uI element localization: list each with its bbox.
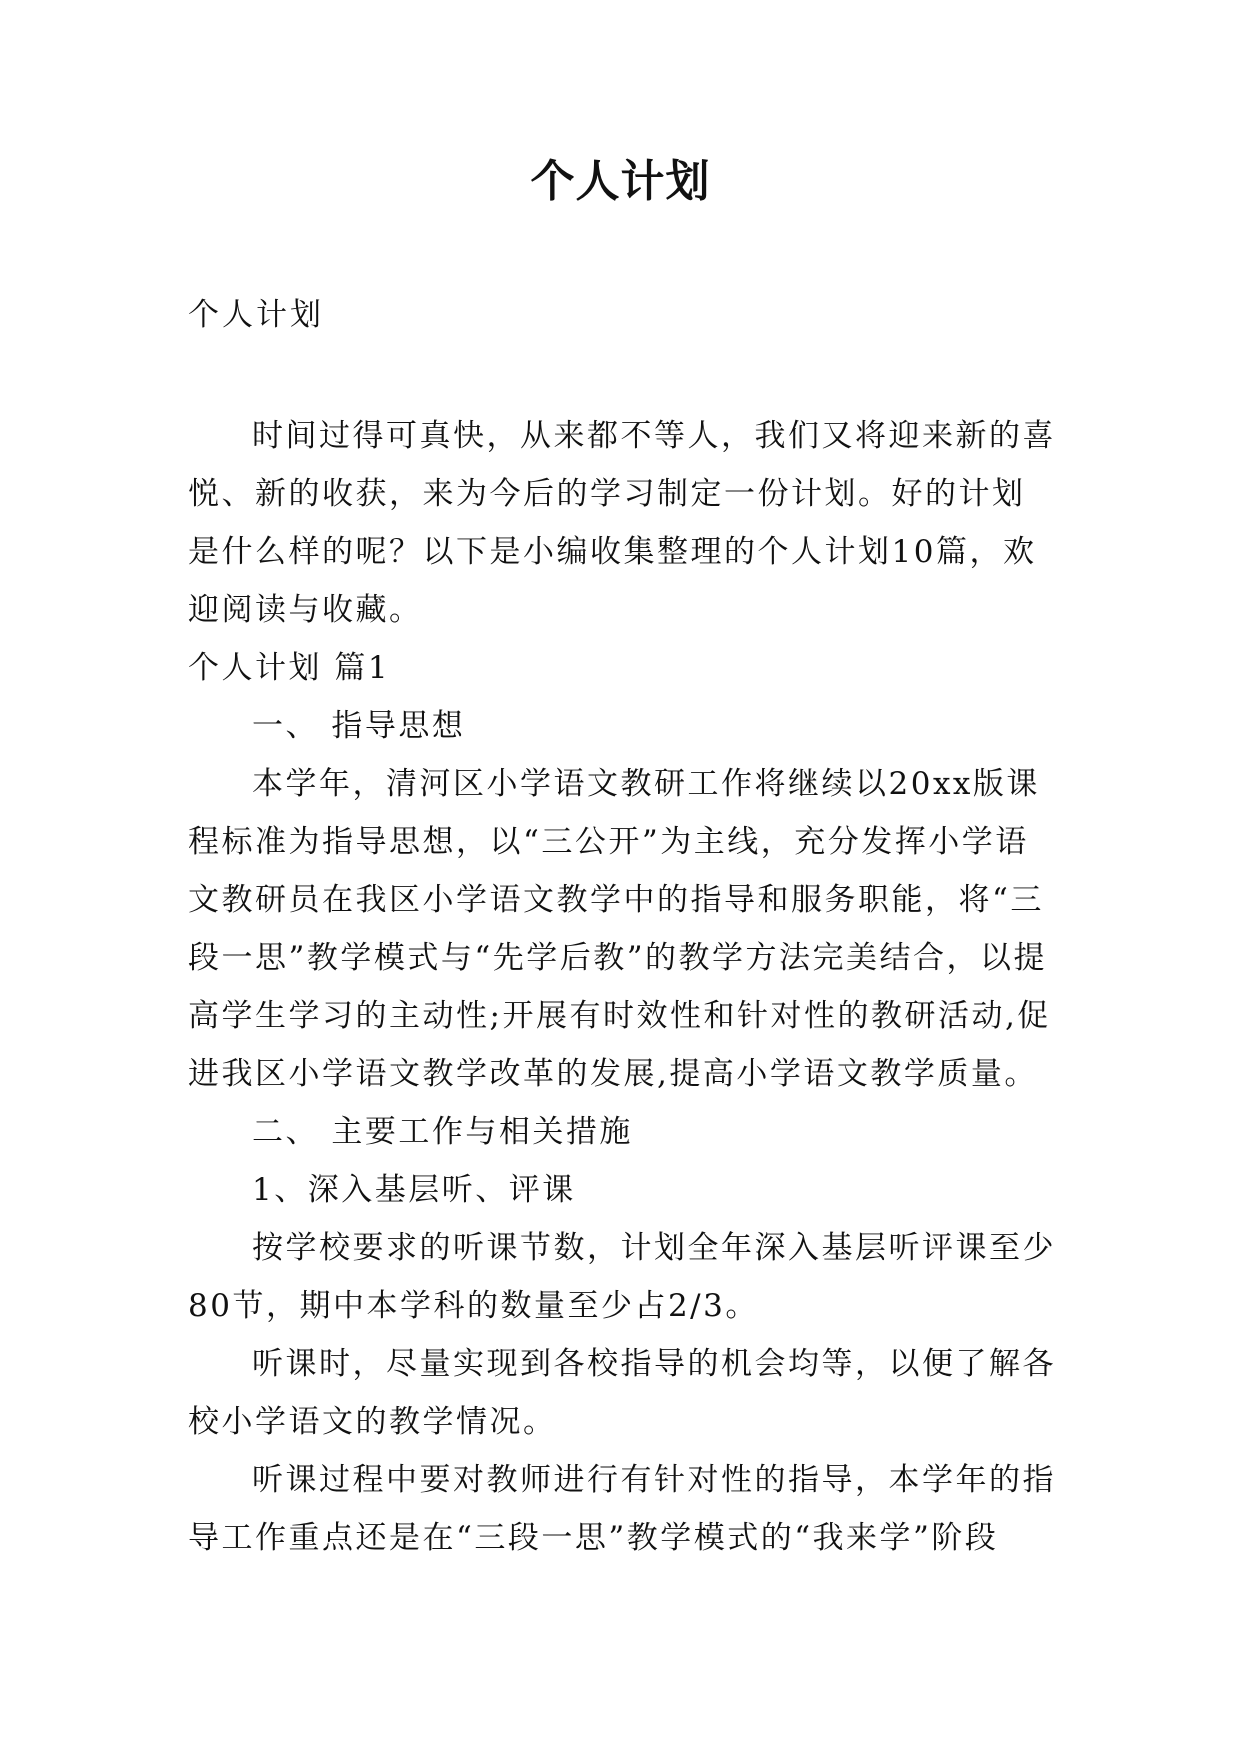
heading-main-work: 二、 主要工作与相关措施 (252, 1114, 633, 1150)
document-subtitle: 个人计划 (188, 297, 324, 333)
document-body (188, 407, 1058, 1567)
paragraph-lesson-count: 按学校要求的听课节数，计划全年深入基层听评课至少80节，期中本学科的数量至少占2/3。 (188, 1230, 1056, 1324)
paragraph-targeted-guidance: 听课过程中要对教师进行有针对性的指导，本学年的指导工作重点还是在“三段一思”教学模式的“我来学”阶段 (188, 1462, 1056, 1556)
intro-paragraph: 时间过得可真快，从来都不等人，我们又将迎来新的喜悦、新的收获，来为今后的学习制定一份计划。好的计划是什么样的呢？以下是小编收集整理的个人计划10篇，欢迎阅读与收藏。 (188, 418, 1056, 628)
paragraph-equal-guidance: 听课时，尽量实现到各校指导的机会均等，以便了解各校小学语文的教学情况。 (188, 1346, 1056, 1440)
paragraph-guiding-ideology: 本学年，清河区小学语文教研工作将继续以20xx版课程标准为指导思想，以“三公开”为主线，充分发挥小学语文教研员在我区小学语文教学中的指导和服务职能，将“三段一思”教学模式与“先学后教”的教学方法完美结合，以提高学生学习的主动性;开展有时效性和针对性的教研活动,促进我区小学语文教学改革的发展,提高小学语文教学质量。 (188, 766, 1051, 1092)
document-title: 个人计划 (530, 156, 711, 207)
heading-lesson-observation: 1、深入基层听、评课 (252, 1172, 576, 1208)
section-heading-plan-1: 个人计划 篇1 (188, 650, 391, 686)
heading-guiding-ideology: 一、 指导思想 (252, 708, 466, 744)
